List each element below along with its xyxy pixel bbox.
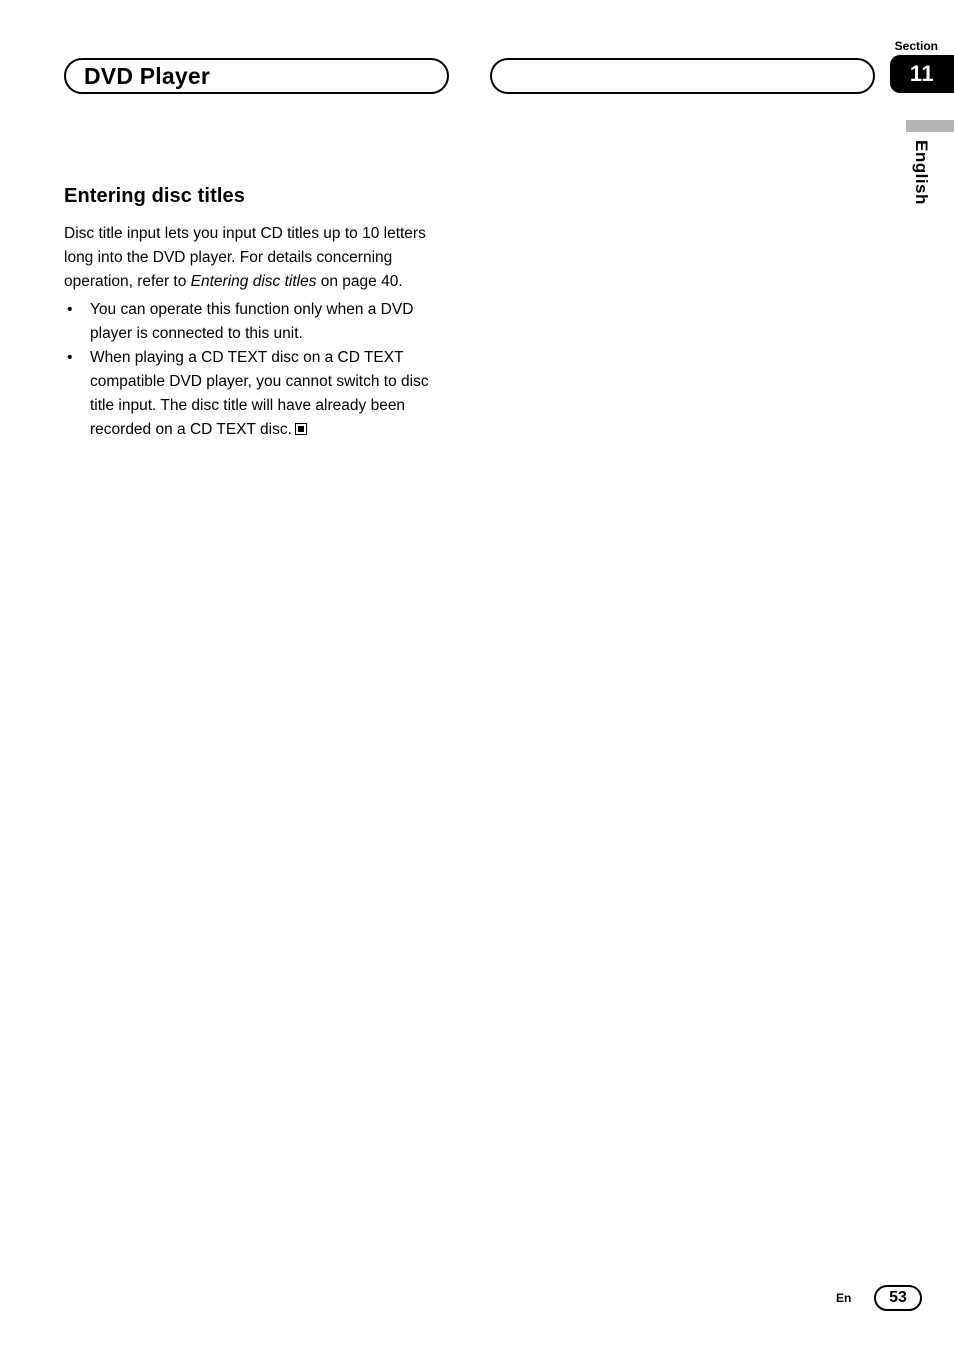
intro-paragraph-italic-ref: Entering disc titles xyxy=(190,273,317,290)
side-language-label: English xyxy=(912,140,931,205)
section-number-badge: 11 xyxy=(890,55,954,93)
page-title: DVD Player xyxy=(84,63,211,89)
list-item xyxy=(64,298,456,346)
bullet-dot-icon: • xyxy=(67,301,73,318)
bullet-list xyxy=(64,298,456,442)
list-item xyxy=(64,346,456,442)
end-of-section-icon xyxy=(295,423,307,435)
list-item-text: You can operate this function only when a DVD player is connected to this unit. xyxy=(90,301,414,342)
section-label: Section xyxy=(894,39,938,53)
intro-paragraph-part-a: Disc title input lets you input CD titles up to 10 letters long into the DVD player. For details concerning operation, refer to xyxy=(64,225,426,290)
intro-paragraph-part-b: on page 40. xyxy=(316,273,403,290)
header-right-pill xyxy=(490,58,875,94)
main-content xyxy=(64,185,456,442)
footer-page-number: 53 xyxy=(874,1285,922,1311)
section-heading: Entering disc titles xyxy=(64,185,245,207)
side-tab-marker xyxy=(906,120,954,132)
bullet-dot-icon: • xyxy=(67,349,73,366)
intro-paragraph xyxy=(64,222,456,294)
list-item-text: When playing a CD TEXT disc on a CD TEXT compatible DVD player, you cannot switch to disc title input. The disc title will have already been recorded on a CD TEXT disc. xyxy=(90,349,429,438)
footer-language-code: En xyxy=(836,1291,852,1305)
